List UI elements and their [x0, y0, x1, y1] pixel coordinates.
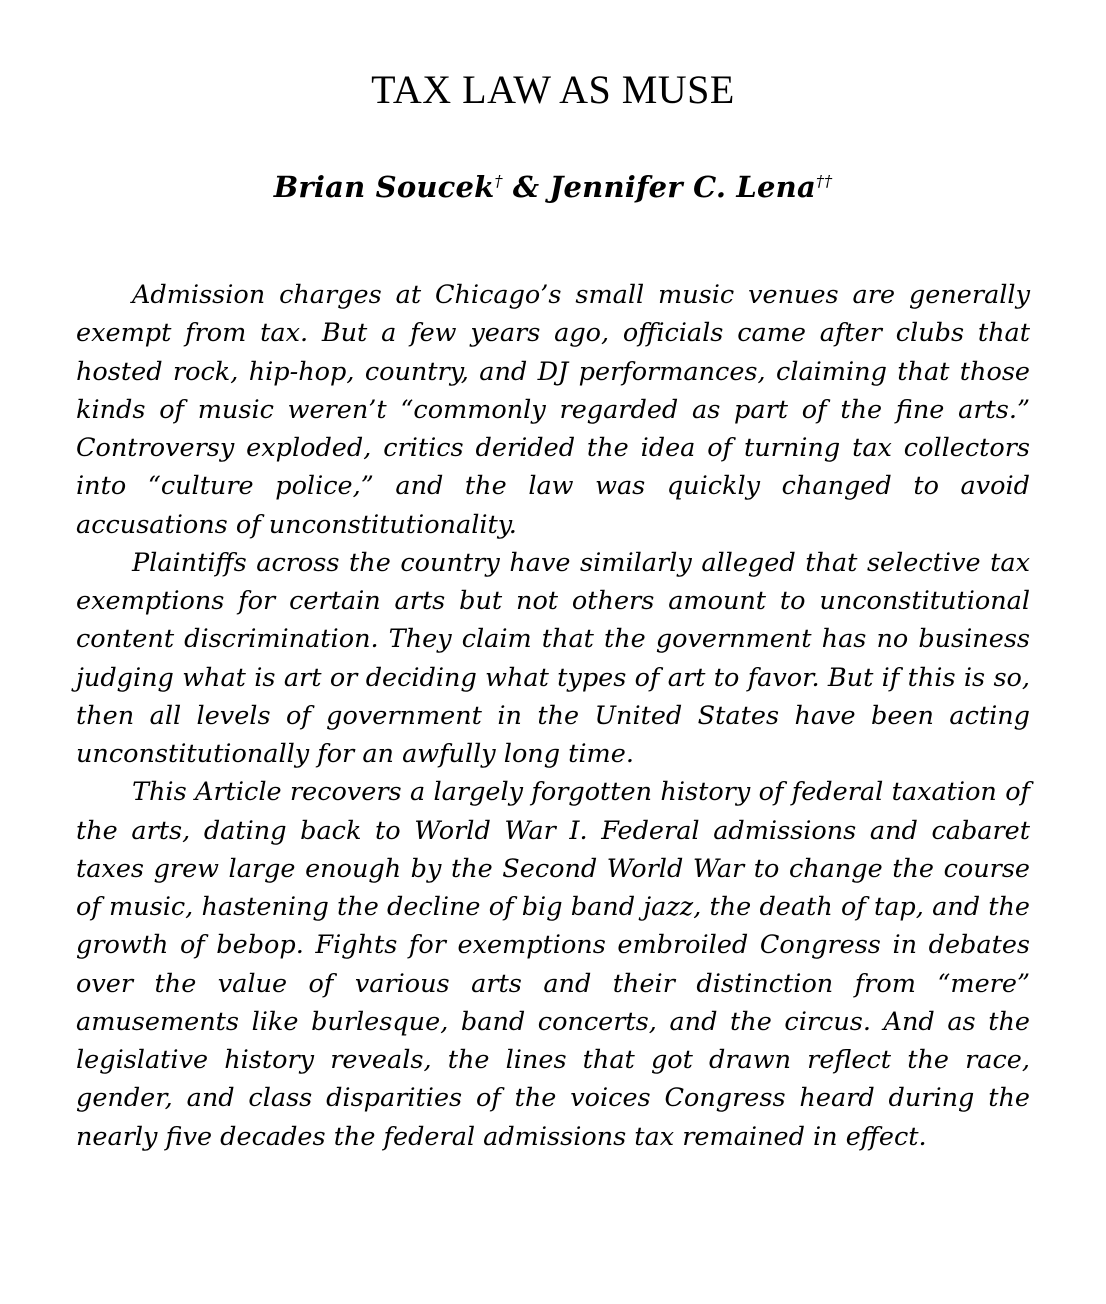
- author-conjunction: &: [502, 170, 550, 204]
- page-title: TAX LAW AS MUSE: [371, 67, 735, 112]
- abstract-paragraph: This Article recovers a largely forgotten history of federal taxation of the arts, dating back to World War I. Federal admissions and cabaret taxes grew large enough by the Second World War to change the course of music, hastening the decline of big band jazz, the death of tap, and the growth of bebop. Fights for exemptions embroiled Congress in debates over the value of various arts and their distinction from “mere” amusements like burlesque, band concerts, and the circus. And as the legislative history reveals, the lines that got drawn reflect the race, gender, and class disparities of the voices Congress heard during the nearly five decades the federal admissions tax remained in effect.: [76, 777, 1030, 1152]
- author-byline: [76, 114, 1030, 204]
- author-footnote-marker-second: ††: [815, 171, 833, 191]
- abstract-paragraph: Admission charges at Chicago’s small music venues are generally exempt from tax. But a few years ago, officials came after clubs that hosted rock, hip-hop, country, and DJ performances, claiming that those kinds of music weren’t “commonly regarded as part of the fine arts.” Controversy exploded, critics derided the idea of turning tax collectors into “culture police,” and the law was quickly changed to avoid accusations of unconstitutionality.: [76, 280, 1030, 540]
- author-name-second: Jennifer C. Lena: [549, 170, 816, 204]
- abstract-section: [76, 204, 1030, 1156]
- abstract-paragraph: Plaintiffs across the country have similarly alleged that selective tax exemptions for certain arts but not others amount to unconstitutional content discrimination. They claim that the government has no business judging what is art or deciding what types of art to favor. But if this is so, then all levels of government in the United States have been acting unconstitutionally for an awfully long time.: [76, 547, 1030, 769]
- author-footnote-marker-first: †: [494, 171, 503, 191]
- author-name-first: Brian Soucek: [273, 170, 495, 204]
